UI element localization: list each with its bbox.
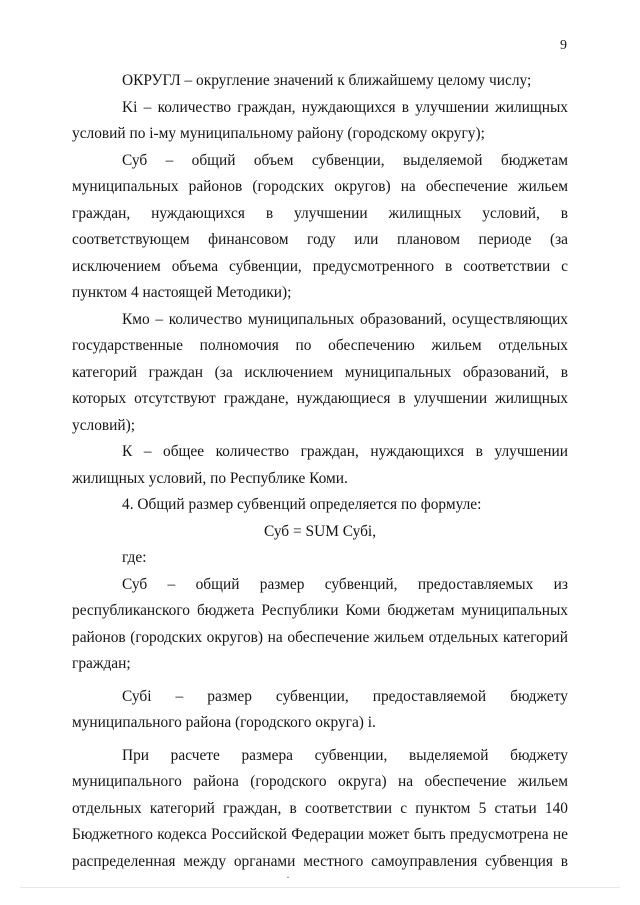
paragraph-sub: Суб – общий объем субвенции, выделяемой бюджетам муниципальных районов (городских округов) на обеспечение жильем граждан, нуждающихся в улучшении жилищных условий, в соответствующем финансовом году или плановом периоде (за исключением объема субвенции, предусмотренного в соответствии с пунктом 4 настоящей Методики); [72,151,568,301]
paragraph-kmo: Кмо – количество муниципальных образований, осуществляющих государственные полномочия по обеспечению жильем отдельных категорий граждан (за исключением муниципальных образований, в которых отсутствуют граждане, нуждающиеся в улучшении жилищных условий); [72,310,568,434]
paragraph-subi: Субi – размер субвенции, предоставляемой бюджету муниципального района (городского округа) i. [72,687,568,731]
paragraph-where: где: [122,549,147,566]
paragraph-calculation: При расчете размера субвенции, выделяемой бюджету муниципального района (городского округа) на обеспечение жильем отдельных категорий граждан, в соответствии с пунктом 5 статьи 140 Бюджетного кодекса Российской Федерации может быть предусмотрена не распределенная между органами местного самоуправления субвенция в [72,746,568,870]
page-number: 9 [560,38,567,53]
paragraph-sub-total: Суб – общий размер субвенций, предоставляемых из республиканского бюджета Республики Коми бюджетам муниципальных районов (городских округов) на обеспечение жильем отдельных категорий граждан; [72,575,568,672]
paragraph-k: К – общее количество граждан, нуждающихся в улучшении жилищных условий, по Республике Коми. [72,443,568,487]
scan-mark: · [286,870,290,884]
paragraph-item4: 4. Общий размер субвенций определяется по формуле: [122,496,482,513]
document-body [72,68,568,875]
paragraph-ki: Ki – количество граждан, нуждающихся в улучшении жилищных условий по i-му муниципальному району (городскому округу); [72,98,568,142]
formula: Суб = SUM Субi, [263,522,377,540]
scan-artifact [20,887,620,888]
paragraph-okrugl: ОКРУГЛ – округление значений к ближайшему целому числу; [122,72,532,89]
